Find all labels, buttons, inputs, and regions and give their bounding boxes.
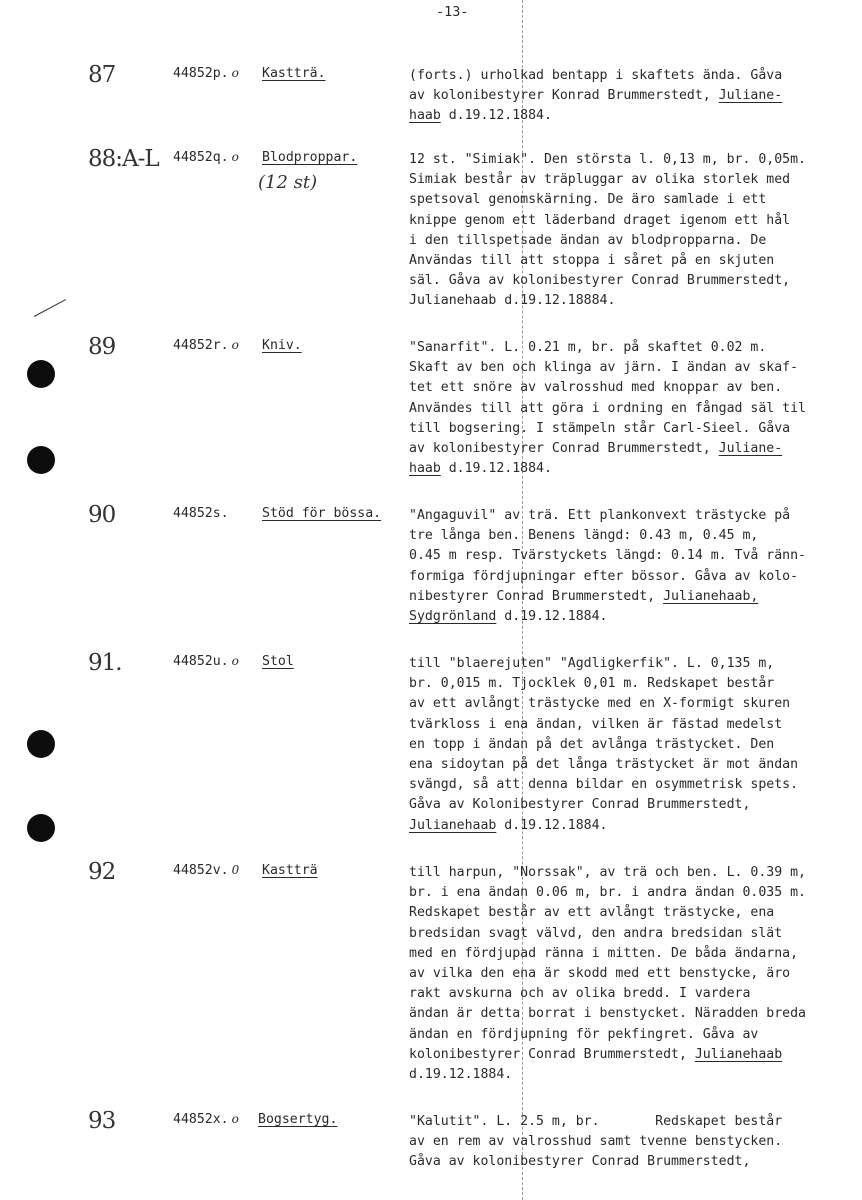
entry-number: 87 xyxy=(88,62,116,88)
description-line xyxy=(409,984,854,1004)
entry-description xyxy=(409,1112,854,1173)
description-line xyxy=(409,399,854,419)
catalog-number xyxy=(173,1112,239,1127)
line-text: Användas till att stoppa i såret på en skjuten xyxy=(409,253,775,269)
line-text: (forts.) urholkad bentapp i skaftets ända. Gåva xyxy=(409,68,783,83)
description-line xyxy=(409,459,854,479)
line-text: formiga fördjupningar efter bössor. Gåva av kolo- xyxy=(409,568,799,584)
catalog-number xyxy=(173,150,239,165)
object-name: Bogsertyg. xyxy=(258,1112,338,1127)
description-line xyxy=(409,378,854,398)
underlined-place: Julianehaab xyxy=(409,817,497,833)
description-line xyxy=(409,654,854,674)
description-line xyxy=(409,775,854,795)
object-name: Kastträ xyxy=(262,863,318,878)
punch-hole xyxy=(27,730,55,758)
line-text: d.19.12.1884. xyxy=(440,108,552,124)
description-line xyxy=(409,106,854,126)
line-text: 12 st. "Simiak". Den största l. 0,13 m, br. 0,05m. xyxy=(409,152,806,167)
line-text: d.19.12.1884. xyxy=(496,817,608,833)
description-line xyxy=(409,231,854,251)
check-mark: o xyxy=(231,654,239,668)
description-line xyxy=(409,1025,854,1045)
handwritten-note: (12 st) xyxy=(258,172,318,193)
description-line xyxy=(409,944,854,964)
line-text: av ett avlångt trästycke med en X-formigt skuren xyxy=(409,696,791,712)
line-text: av kolonibestyrer Conrad Brummerstedt, xyxy=(409,441,719,457)
line-text: Julianehaab d.19.12.18884. xyxy=(409,293,616,309)
description-line xyxy=(409,291,854,311)
underlined-place: Juliane- xyxy=(718,88,783,104)
description-line xyxy=(409,924,854,944)
entry-description xyxy=(409,506,854,627)
line-text: svängd, så att denna bildar en osymmetrisk spets. xyxy=(409,777,799,793)
description-line xyxy=(409,1004,854,1024)
description-line xyxy=(409,694,854,714)
punch-hole xyxy=(27,814,55,842)
catalog-id: 44852u. xyxy=(173,654,229,669)
underlined-place: Julianehaab, xyxy=(663,588,759,604)
line-text: "Kalutit". L. 2.5 m, br. Redskapet består xyxy=(409,1114,783,1129)
line-text: till bogsering. I stämpeln står Carl-Sieel. Gåva xyxy=(409,420,791,436)
line-text: tet ett snöre av valrosshud med knoppar av ben. xyxy=(409,380,783,396)
line-text: en topp i ändan på det avlånga trästycket. Den xyxy=(409,736,775,752)
object-name: Stol xyxy=(262,654,294,669)
description-line xyxy=(409,587,854,607)
object-name: Blodproppar. xyxy=(262,150,358,165)
object-name: Kniv. xyxy=(262,338,302,353)
description-line xyxy=(409,567,854,587)
entry-number: 93 xyxy=(88,1108,116,1134)
catalog-id: 44852p. xyxy=(173,66,229,81)
description-line xyxy=(409,211,854,231)
description-line xyxy=(409,358,854,378)
description-line xyxy=(409,338,854,358)
description-line xyxy=(409,964,854,984)
line-text: Gåva av kolonibestyrer Conrad Brummerstedt, xyxy=(409,1154,751,1170)
description-line xyxy=(409,1152,854,1172)
underlined-place: Julianehaab xyxy=(694,1046,783,1062)
check-mark: o xyxy=(231,1112,239,1126)
margin-stroke xyxy=(34,299,66,317)
check-mark: o xyxy=(231,66,239,80)
line-text: Användes till att göra i ordning en fångad säl til xyxy=(409,400,806,416)
line-text: br. i ena ändan 0.06 m, br. i andra ändan 0.035 m. xyxy=(409,885,806,901)
underlined-place: haab xyxy=(409,108,441,124)
line-text: ena sidoytan på det långa trästycket är mot ändan xyxy=(409,757,799,773)
description-line xyxy=(409,251,854,271)
line-text: ändan är detta borrat i benstycket. Näradden breda xyxy=(409,1006,806,1022)
description-line xyxy=(409,439,854,459)
description-line xyxy=(409,86,854,106)
line-text: spetsoval genomskärning. De äro samlade i ett xyxy=(409,192,767,208)
line-text: ändan en fördjupning för pekfingret. Gåva av xyxy=(409,1026,759,1042)
line-text: säl. Gåva av kolonibestyrer Conrad Brummerstedt, xyxy=(409,273,791,289)
description-line xyxy=(409,546,854,566)
line-text: bredsidan svagt välvd, den andra bredsidan slät xyxy=(409,925,783,941)
line-text: Gåva av Kolonibestyrer Conrad Brummerstedt, xyxy=(409,797,751,813)
line-text: knippe genom ett läderband draget igenom ett hål xyxy=(409,212,791,228)
description-line xyxy=(409,1065,854,1085)
catalog-id: 44852x. xyxy=(173,1112,229,1127)
catalog-id: 44852q. xyxy=(173,150,229,165)
entry-number: 92 xyxy=(88,859,116,885)
description-line xyxy=(409,755,854,775)
description-line xyxy=(409,190,854,210)
line-text: 0.45 m resp. Tvärstyckets längd: 0.14 m. Två ränn- xyxy=(409,548,806,564)
catalog-id: 44852r. xyxy=(173,338,229,353)
line-text: av kolonibestyrer Konrad Brummerstedt, xyxy=(409,88,719,104)
punch-hole xyxy=(27,360,55,388)
description-line xyxy=(409,419,854,439)
description-line xyxy=(409,66,854,86)
entry-description xyxy=(409,66,854,127)
line-text: kolonibestyrer Conrad Brummerstedt, xyxy=(409,1046,695,1062)
description-line xyxy=(409,506,854,526)
description-line xyxy=(409,816,854,836)
entry-number: 90 xyxy=(88,502,116,528)
entry-number: 89 xyxy=(88,334,116,360)
line-text: av vilka den ena är skodd med ett benstycke, äro xyxy=(409,966,791,982)
line-text: d.19.12.1884. xyxy=(496,609,608,625)
description-line xyxy=(409,150,854,170)
check-mark: o xyxy=(231,338,239,352)
entry-description xyxy=(409,863,854,1085)
description-line xyxy=(409,1112,854,1132)
line-text: nibestyrer Conrad Brummerstedt, xyxy=(409,588,664,604)
line-text: d.19.12.1884. xyxy=(409,1067,513,1083)
description-line xyxy=(409,607,854,627)
catalog-number xyxy=(173,506,229,521)
check-mark: 0 xyxy=(231,863,240,877)
catalog-number xyxy=(173,66,239,81)
line-text: rakt avskurna och av olika bredd. I vardera xyxy=(409,986,751,1002)
catalog-id: 44852s. xyxy=(173,506,229,521)
catalog-number xyxy=(173,654,239,669)
line-text: med en fördjupad ränna i mitten. De båda ändarna, xyxy=(409,945,799,961)
description-line xyxy=(409,170,854,190)
entry-description xyxy=(409,338,854,479)
punch-hole xyxy=(27,446,55,474)
underlined-place: haab xyxy=(409,461,441,477)
line-text: tre långa ben. Benens längd: 0.43 m, 0.45 m, xyxy=(409,528,759,544)
line-text: Simiak består av träpluggar av olika storlek med xyxy=(409,172,791,188)
line-text: "Sanarfit". L. 0.21 m, br. på skaftet 0.02 m. xyxy=(409,340,767,355)
line-text: i den tillspetsade ändan av blodpropparna. De xyxy=(409,232,767,248)
line-text: tvärkloss i ena ändan, vilken är fästad medelst xyxy=(409,716,783,732)
underlined-place: Juliane- xyxy=(718,441,783,457)
object-name: Kastträ. xyxy=(262,66,326,81)
line-text: Redskapet består av ett avlångt trästycke, ena xyxy=(409,905,775,921)
entry-description xyxy=(409,150,854,312)
catalog-number xyxy=(173,338,239,353)
description-line xyxy=(409,715,854,735)
line-text: br. 0,015 m. Tjocklek 0,01 m. Redskapet består xyxy=(409,676,775,692)
line-text: av en rem av valrosshud samt tvenne benstycken. xyxy=(409,1134,783,1150)
line-text: Skaft av ben och klinga av järn. I ändan av skaf- xyxy=(409,360,799,376)
description-line xyxy=(409,271,854,291)
description-line xyxy=(409,903,854,923)
object-name: Stöd för bössa. xyxy=(262,506,382,521)
page-number: -13- xyxy=(436,4,469,20)
catalog-number xyxy=(173,863,239,878)
description-line xyxy=(409,674,854,694)
entry-number: 88:A-L xyxy=(88,146,159,172)
line-text: d.19.12.1884. xyxy=(440,461,552,477)
underlined-place: Sydgrönland xyxy=(409,609,497,625)
line-text: till "blaerejuten" "Agdligkerfik". L. 0,135 m, xyxy=(409,656,775,671)
line-text: "Angaguvil" av trä. Ett plankonvext trästycke på xyxy=(409,508,791,523)
description-line xyxy=(409,795,854,815)
line-text: till harpun, "Norssak", av trä och ben. L. 0.39 m, xyxy=(409,865,806,880)
description-line xyxy=(409,863,854,883)
entry-description xyxy=(409,654,854,836)
catalog-id: 44852v. xyxy=(173,863,229,878)
check-mark: o xyxy=(231,150,239,164)
description-line xyxy=(409,1045,854,1065)
description-line xyxy=(409,526,854,546)
entry-number: 91. xyxy=(88,650,122,676)
description-line xyxy=(409,883,854,903)
description-line xyxy=(409,1132,854,1152)
description-line xyxy=(409,735,854,755)
